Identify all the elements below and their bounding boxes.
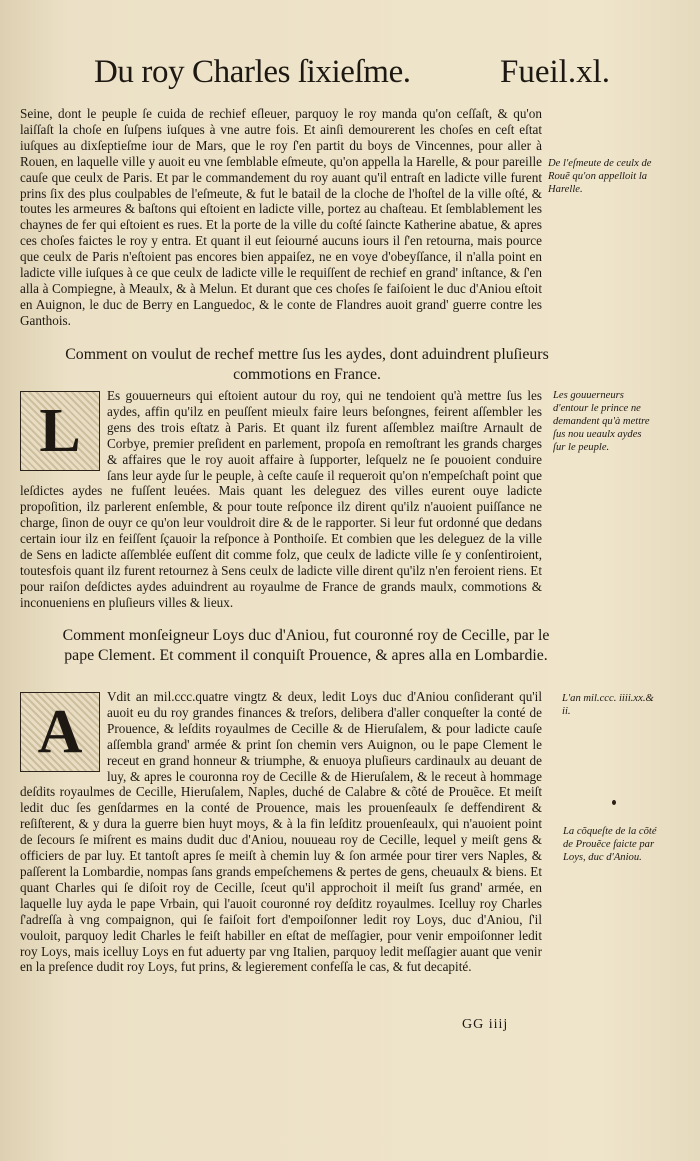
margin-note-provence: La cõqueſte de la cõté de Prouẽce faicte par Loys, duc d'Aniou. bbox=[563, 826, 657, 863]
chapter-loys-text: Vdit an mil.ccc.quatre vingtz & deux, ledit Loys duc d'Aniou conſiderant qu'il auoit eu du roy grandes finances & treſors, delibera d'aller conqueſter la conté de Prouence, & leſdits royaulmes de Cecille & de Hieruſalem, & pour ladicte cauſe aſſembla grand' armée & print ſon chemin vers Auignon, ou le pape Clement le receut en grand honneur & triumphe, & enuoya pluſieurs cardinaulx au deuant de luy, & apres le couronna roy de Cecille & de Hieruſalem, & le receut à hommage deſdits royaulmes de Cecille, Hieruſalem, Naples, duché de Calabre & cõté de Prouẽce. Et meiſt ledit duc ſes genſdarmes en la conté de Prouence, mais les prouenſeaulx ſe deffendirent & reſiſterent, & y dura la guerre bien huyt moys, & à la fin leſditz prouenſeaulx, qui n'auoient point de ſecours ſe miſrent es mains dudit duc d'Aniou, nouueau roy de Cecille, lequel y meiſt gens & officiers de par luy. Et tantoſt apres ſe meiſt à chemin luy & ſon armée pour tirer vers Naples, & paſſerent la Lombardie, nompas ſans grands empeſchemens & pertes de gens, cheuaulx & biens. Et quant Charles qui ſe diſoit roy de Cecille, ſceut qu'il approchoit il meiſt ſus grand' armée, en laquelle luy ayda le pape Vrbain, qui l'auoit couronné roy deſditz royaulmes. Icelluy roy Charles ſ'adreſſa à vng compaignon, qui ſe faiſoit fort d'empoiſonner ledit roy Loys, duc d'Aniou, ſ'il vouloit, parquoy ledit Charles le feiſt habiller en eſtat de meſſagier, pour venir empoiſonner ledit roy Loys, mais icelluy Loys en fut aduerty par vng Italien, parquoy ledit meſſagier auant que venir en la preſence dudit roy Loys, fut prins, & legierement confeſſa le cas, & fut decapité. bbox=[20, 689, 542, 975]
chapter-heading-aydes: Comment on voulut de rechef mettre ſus les aydes, dont aduindrent pluſieurs commotions en France. bbox=[65, 346, 549, 383]
initial-letter: A bbox=[37, 697, 83, 766]
chapter-aydes bbox=[20, 388, 542, 611]
running-head bbox=[94, 52, 610, 100]
margin-note-date: L'an mil.ccc. iiii.xx.& ii. bbox=[562, 693, 654, 717]
decorated-initial-a bbox=[20, 692, 100, 772]
opening-paragraph: Seine, dont le peuple ſe cuida de rechief eſleuer, parquoy le roy manda qu'on ceſſaſt, & qu'on laiſſaſt la choſe en ſuſpens iuſques à vne autre fois. Et ainſi demourerent les choſes en ceſt eſtat iuſques au dixſeptieſme iour de Mars, que le roy ſ'en partit du boys de Vincennes, pour aller à Rouen, en laquelle ville y auoit eu vne ſemblable eſmeute, qu'on appella la Harelle, & pour pareille cauſe que ceulx de Paris. Et par le commandement du roy auant qu'il entraſt en ladicte ville furent prins ſix des plus coulpables de l'eſmeute, & fut le batail de la cloche de l'hoſtel de la ville oſté, & toutes les armeures & baſtons qui eſtoient en ladicte ville, portez au chaſteau. Et ſemblablement les chaynes de fer qui eſtoient es rues. Et la porte de la ville du coſté ſaincte Katherine abatue, & apres ces choſes faictes le roy y entra. Et quant il eut ſeiourné aucuns iours il ſ'en retourna, mais pource que ceulx de Paris n'eſtoient pas encores bien appaiſez, ne en voye d'obeyſſance, il n'alla point en ladicte ville iuſques à ce que ceulx de ladicte ville le requiſſent de rechief en grand' inſtance, & ſ'en alla à Compiegne, à Meaulx, & à Melun. Et durant que ces choſes ſe faiſoient le duc d'Aniou eſtoit en Auignon, le duc de Berry en Languedoc, & le conte de Flandres auoit grand' guerre contre les Ganthois. bbox=[20, 106, 542, 328]
folio-number: Fueil.xl. bbox=[499, 54, 610, 90]
chapter-aydes-text: Es gouuerneurs qui eſtoient autour du roy, qui ne tendoient qu'à mettre ſus les aydes, affin qu'ilz en peuſſent mieulx faire leurs beſongnes, feirent aſſembler les gens des trois eſtatz à Paris. Et quant ilz furent aſſemblez maiſtre Arnault de Corbye, premier preſident en parlement, propoſa en remoſtrant les grands charges & affaires que le roy auoit affaire à ſupporter, leſquelz ne ſe pouoient conduire ſans leur ayde ſur le peuple, à ceſte cauſe il requeroit qu'on n'empeſchaſt point que leſdictes aydes ne fuſſent leuées. Mais quant les deleguez des villes eurent ouye ladicte propoſition, ilz parlerent enſemble, & pour toute reſponce ilz dirent qu'ilz n'auoient puiſſance ne charge, ſinon de ouyr ce qu'on leur vouldroit dire & de le rapporter. Si leur fut ordonné que dedans certain iour ilz en feiſſent ſçauoir la reſponce à Ponthoiſe. Et combien que les deleguez de la ville de Sens en ladicte aſſemblée euſſent dit comme folz, que ceulx de ladicte ville ſe y conſentiroient, toutesfois quant ilz furent retournez à Sens ceulx de ladicte ville dirent qu'ilz n'en feroient riens. Et pour raiſon deſdictes aydes aduindrent au royaulme de France de grands maulx, commotions & inconueniens en pluſieurs villes & lieux. bbox=[20, 388, 542, 610]
margin-note-rouen: De l'eſmeute de ceulx de Rouẽ qu'on appelloit la Harelle. bbox=[548, 158, 652, 195]
decorated-initial-l bbox=[20, 391, 100, 471]
initial-letter: L bbox=[39, 396, 81, 465]
chapter-heading-loys: Comment monſeigneur Loys duc d'Aniou, fut couronné roy de Cecille, par le pape Clement. Et comment il conquiſt Prouence, & apres alla en Lombardie. bbox=[62, 627, 550, 664]
margin-note-gouverneurs: Les gouuerneurs d'entour le prince ne demandent qu'à mettre ſus nou ueaulx aydes ſur le peuple. bbox=[553, 390, 650, 453]
signature-mark: GG iiij bbox=[462, 1017, 509, 1032]
running-title: Du roy Charles ſixieſme. bbox=[94, 54, 411, 90]
margin-dot-mark bbox=[612, 800, 616, 805]
chapter-loys bbox=[20, 689, 542, 975]
